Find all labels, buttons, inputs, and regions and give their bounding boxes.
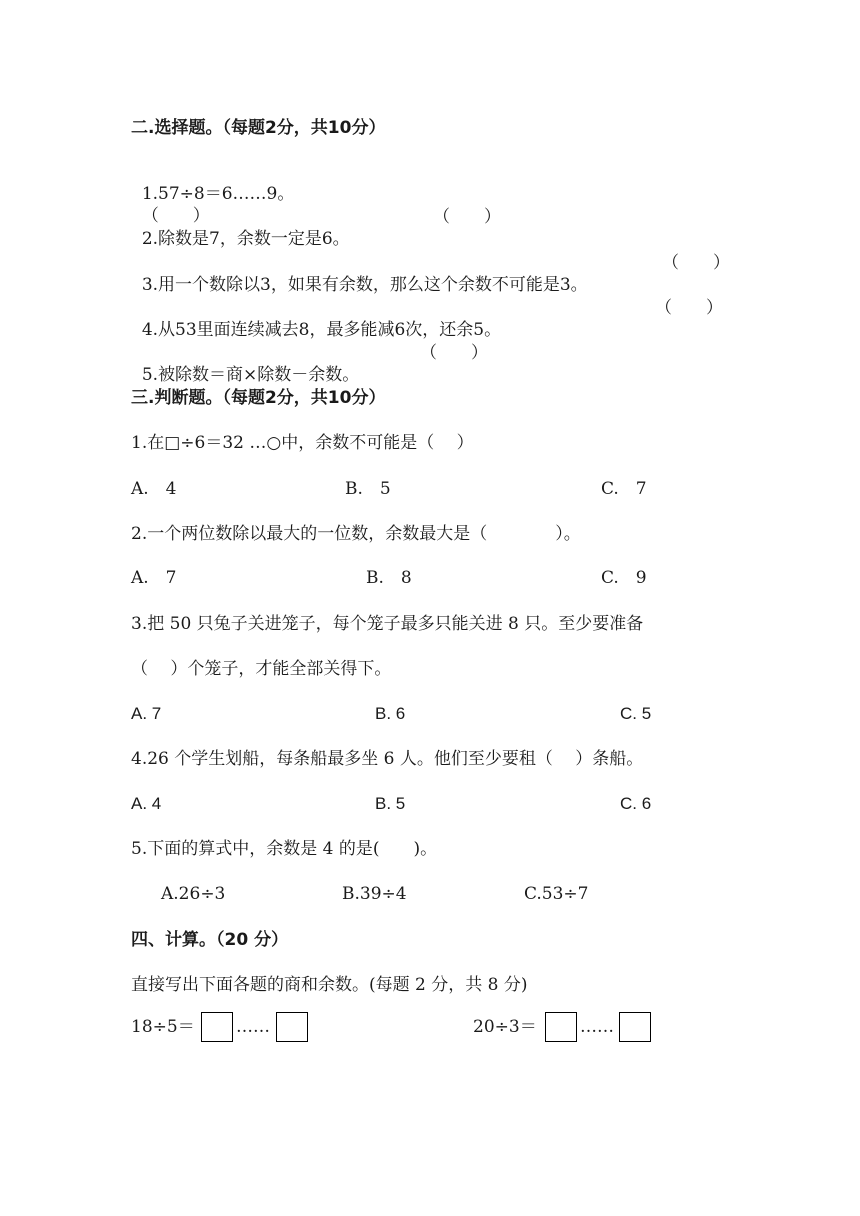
option-c: C. 9 — [601, 568, 647, 588]
problem-expression: 18÷5＝ — [131, 1017, 195, 1037]
quotient-box[interactable] — [545, 1012, 577, 1042]
answer-blank[interactable]: （ ） — [141, 206, 210, 226]
answer-blank[interactable]: （ ） — [420, 343, 488, 363]
answer-blank[interactable]: （ ） — [662, 253, 730, 273]
option-b: B. 8 — [366, 568, 412, 588]
section2-item-2 — [131, 206, 350, 250]
option-c: C. 5 — [620, 704, 652, 723]
option-c: C. 7 — [601, 479, 647, 499]
answer-blank[interactable]: （ ） — [655, 298, 723, 318]
item-text: 3.用一个数除以3，如果有余数，那么这个余数不可能是3。 — [141, 275, 588, 295]
section2-item-4 — [131, 297, 501, 341]
section2-item-3 — [131, 252, 588, 296]
option-b: B. 5 — [375, 794, 406, 813]
option-a: A. 7 — [131, 568, 177, 588]
section3-question-4: 4.26 个学生划船，每条船最多坐 6 人。他们至少要租（ ）条船。 — [131, 749, 644, 769]
option-a: A. 4 — [131, 794, 162, 813]
quotient-box[interactable] — [201, 1012, 233, 1042]
section3-question-5: 5.下面的算式中，余数是 4 的是( )。 — [131, 839, 438, 859]
section3-question-3-cont: （ ）个笼子，才能全部关得下。 — [131, 659, 392, 679]
option-a: A.26÷3 — [161, 884, 226, 904]
remainder-box[interactable] — [619, 1012, 651, 1042]
ellipsis-separator: …… — [236, 1017, 270, 1037]
section4-heading: 四、计算。（20 分） — [131, 930, 289, 950]
section2-heading: 二.选择题。（每题2分，共10分） — [131, 118, 386, 138]
option-b: B. 6 — [375, 704, 406, 723]
option-a: A. 7 — [131, 704, 162, 723]
option-b: B.39÷4 — [342, 884, 407, 904]
section3-heading: 三.判断题。（每题2分，共10分） — [131, 388, 386, 408]
option-b: B. 5 — [345, 479, 391, 499]
option-a: A. 4 — [131, 479, 177, 499]
section3-question-1: 1.在□÷6＝32 …○中，余数不可能是（ ） — [131, 433, 474, 453]
item-text: 4.从53里面连续减去8，最多能减6次，还余5。 — [141, 320, 502, 340]
option-c: C. 6 — [620, 794, 652, 813]
section3-question-3: 3.把 50 只兔子关进笼子，每个笼子最多只能关进 8 只。至少要准备 — [131, 614, 644, 634]
item-text: 1.57÷8＝6……9。 — [141, 184, 295, 204]
ellipsis-separator: …… — [580, 1017, 614, 1037]
section4-instruction: 直接写出下面各题的商和余数。(每题 2 分，共 8 分) — [131, 975, 528, 995]
item-text: 2.除数是7，余数一定是6。 — [141, 229, 350, 249]
answer-blank[interactable]: （ ） — [433, 207, 501, 227]
item-text: 5.被除数＝商×除数－余数。 — [141, 365, 360, 385]
section2-item-5 — [131, 342, 359, 386]
problem-expression: 20÷3＝ — [473, 1017, 537, 1037]
remainder-box[interactable] — [276, 1012, 308, 1042]
option-c: C.53÷7 — [524, 884, 589, 904]
section3-question-2: 2.一个两位数除以最大的一位数，余数最大是（ ）。 — [131, 524, 581, 544]
